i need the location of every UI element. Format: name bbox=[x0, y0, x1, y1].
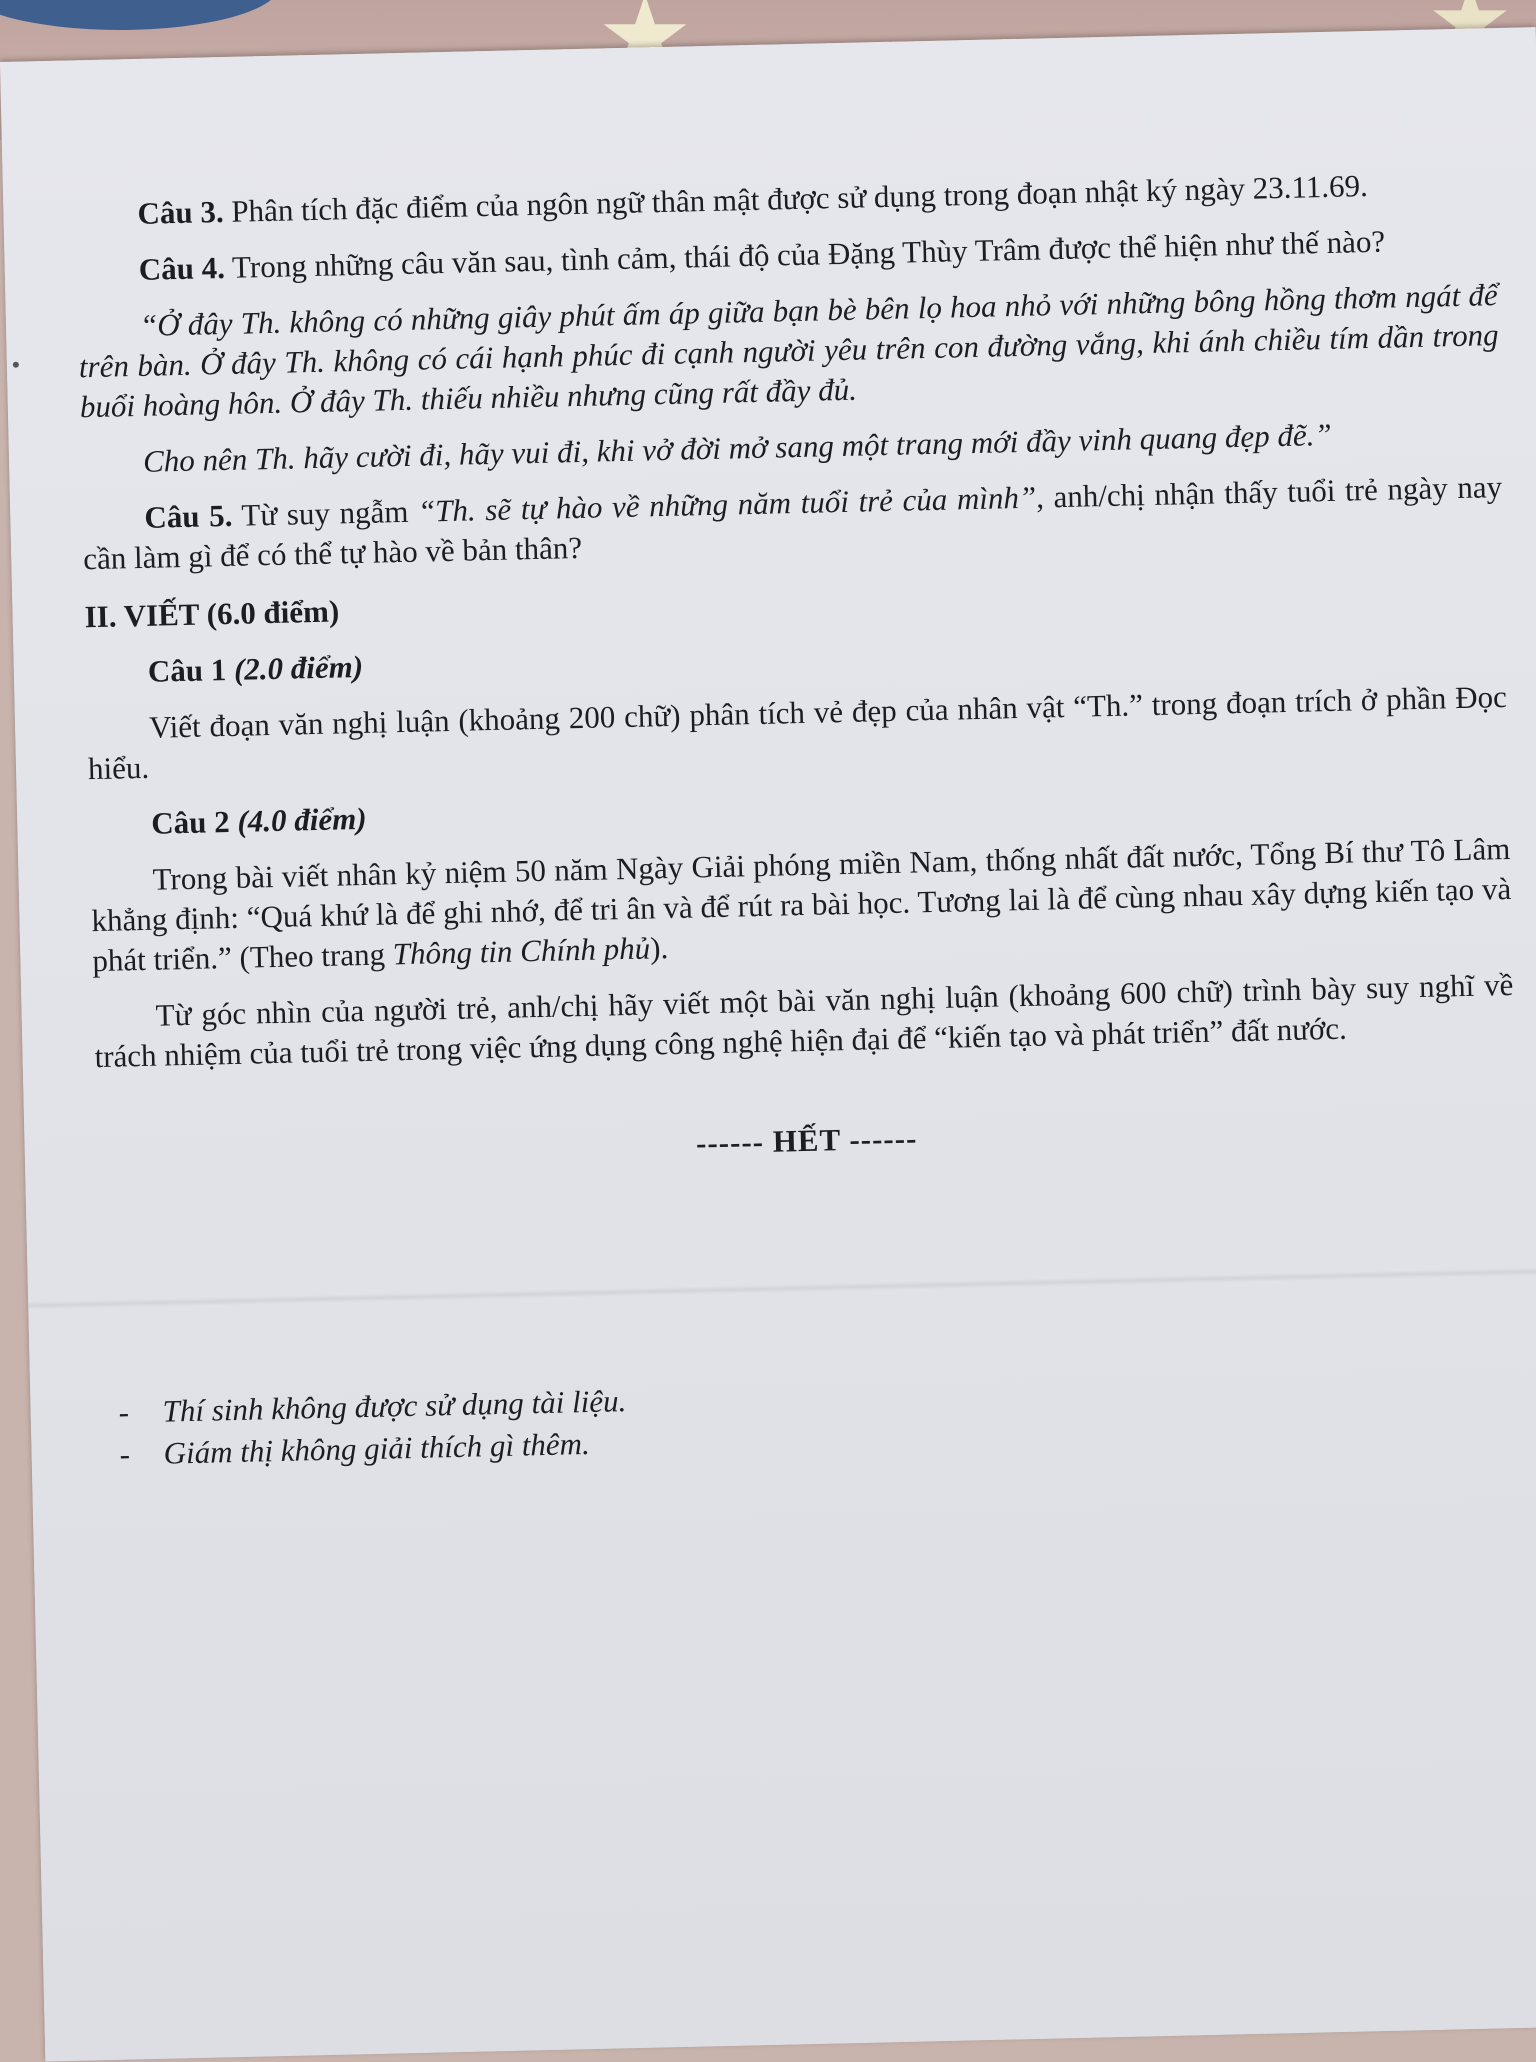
question-4-quote-1: “Ở đây Th. không có những giây phút ấm áp giữa bạn bè bên lọ hoa nhỏ với những bông hồng thơm ngát để trên bàn. Ở đây Th. không có cái hạnh phúc đi cạnh người yêu trên con đường vắng, khi ánh chiều tím dần trong buổi hoàng hôn. Ở đây Th. thiếu nhiều nhưng cũng rất đầy đủ. bbox=[78, 277, 1499, 425]
margin-mark bbox=[13, 362, 19, 368]
note-dash: - bbox=[119, 1436, 131, 1472]
section-writing-title: II. VIẾT (6.0 điểm) bbox=[84, 593, 340, 635]
writing-q2-paragraph-2: Từ góc nhìn của người trẻ, anh/chị hãy viết một bài văn nghị luận (khoảng 600 chữ) trình bày suy nghĩ về trách nhiệm của tuổi trẻ trong việc ứng dụng công nghệ hiện đại để “kiến tạo và phát triển” đất nước. bbox=[94, 966, 1514, 1075]
writing-q1-points: (2.0 điểm) bbox=[233, 648, 364, 687]
writing-q2-text-end: ). bbox=[649, 930, 669, 966]
question-4-label: Câu 4. bbox=[138, 249, 226, 287]
writing-q2-paragraph-1 bbox=[90, 829, 1512, 981]
writing-q2-source: Thông tin Chính phủ bbox=[392, 930, 651, 972]
question-4-quote-2: Cho nên Th. hãy cười đi, hãy vui đi, khi vở đời mở sang một trang mới đầy vinh quang đẹp đẽ.” bbox=[142, 416, 1333, 479]
question-3-text: Phân tích đặc điểm của ngôn ngữ thân mật được sử dụng trong đoạn nhật ký ngày 23.11.69. bbox=[223, 168, 1369, 229]
question-5-text-before: Từ suy ngẫm bbox=[231, 493, 419, 533]
writing-q2-label: Câu 2 bbox=[150, 803, 231, 841]
exam-notes bbox=[102, 1360, 1524, 1476]
note-text: Giám thị không giải thích gì thêm. bbox=[163, 1425, 591, 1471]
end-mark: ------ HẾT ------ bbox=[695, 1120, 918, 1161]
note-text: Thí sinh không được sử dụng tài liệu. bbox=[162, 1383, 627, 1429]
blue-object bbox=[0, 0, 280, 30]
question-4-text: Trong những câu văn sau, tình cảm, thái độ của Đặng Thùy Trâm được thể hiện như thế nào? bbox=[224, 223, 1386, 285]
writing-q2-points: (4.0 điểm) bbox=[237, 800, 367, 839]
question-5 bbox=[82, 467, 1503, 579]
exam-content bbox=[75, 163, 1524, 1476]
writing-q2-text: Trong bài viết nhân kỷ niệm 50 năm Ngày Giải phóng miền Nam, thống nhất đất nước, Tổng Bí thư Tô Lâm khẳng định: “Quá khứ là để ghi nhớ, để tri ân và để rút ra bài học. Tương lai là để cùng nhau xây dựng kiến tạo và phát triển.” (Theo trang bbox=[91, 830, 1512, 979]
exam-sheet bbox=[0, 27, 1536, 2061]
writing-q1-label: Câu 1 bbox=[147, 652, 227, 689]
question-5-quote: “Th. sẽ tự hào về những năm tuổi trẻ của mình” bbox=[417, 479, 1037, 529]
question-3-label: Câu 3. bbox=[137, 193, 224, 231]
writing-q1-text: Viết đoạn văn nghị luận (khoảng 200 chữ) phân tích vẻ đẹp của nhân vật “Th.” trong đoạn trích ở phần Đọc hiểu. bbox=[87, 678, 1508, 787]
note-dash: - bbox=[118, 1394, 130, 1430]
question-5-label: Câu 5. bbox=[143, 497, 233, 535]
question-5-text-after: , anh/chị nhận thấy tuổi trẻ ngày nay cần làm gì để có thể tự hào về bản thân? bbox=[82, 469, 1503, 577]
